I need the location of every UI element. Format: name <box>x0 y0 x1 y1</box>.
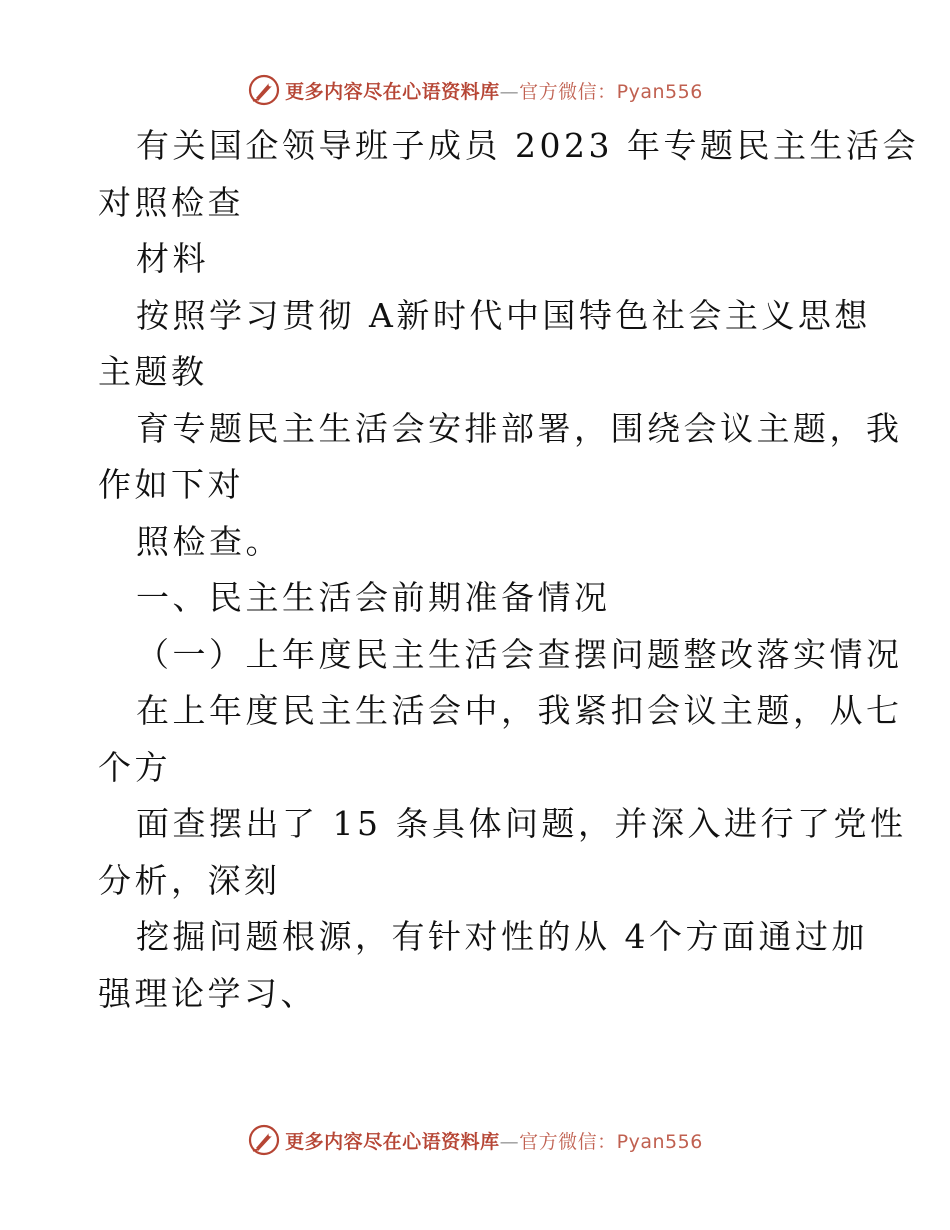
document-title-line-3: 材料 <box>136 239 209 278</box>
section-heading: 一、民主生活会前期准备情况 <box>136 578 611 617</box>
document-title-line-2: 对照检查 <box>98 182 244 222</box>
watermark-account: 官方微信：Pyan556 <box>519 1130 703 1153</box>
paragraph-line: 个方 <box>98 747 171 787</box>
paragraph-line: 在上年度民主生活会中，我紧扣会议主题，从七 <box>136 691 903 730</box>
header-watermark <box>0 70 950 110</box>
watermark-dash: — <box>499 1130 520 1153</box>
paragraph-line: 照检查。 <box>136 521 282 561</box>
pen-nib-logo-icon <box>247 1123 281 1157</box>
paragraph-line: 育专题民主生活会安排部署，围绕会议主题，我 <box>136 408 903 448</box>
watermark-brand: 更多内容尽在心语资料库 <box>285 1130 500 1153</box>
watermark-dash: — <box>499 80 520 103</box>
paragraph-line: 强理论学习、 <box>98 973 317 1013</box>
watermark-text <box>285 1127 703 1154</box>
watermark-account: 官方微信：Pyan556 <box>519 80 703 103</box>
document-title-line-1: 有关国企领导班子成员 2023 年专题民主生活会 <box>136 126 919 165</box>
watermark-brand: 更多内容尽在心语资料库 <box>285 80 500 103</box>
paragraph-line: 面查摆出了 15 条具体问题，并深入进行了党性 <box>136 804 907 843</box>
paragraph-line: 作如下对 <box>98 465 244 504</box>
subsection-heading: （一）上年度民主生活会查摆问题整改落实情况 <box>136 634 903 674</box>
pen-nib-logo-icon <box>247 73 281 107</box>
paragraph-line: 主题教 <box>98 352 208 391</box>
footer-watermark <box>0 1120 950 1160</box>
paragraph-line: 挖掘问题根源，有针对性的从 4个方面通过加 <box>136 917 868 956</box>
paragraph-line: 分析，深刻 <box>98 860 281 900</box>
paragraph-line: 按照学习贯彻 A新时代中国特色社会主义思想 <box>136 295 871 335</box>
document-body <box>98 118 919 1022</box>
watermark-text <box>285 77 703 104</box>
